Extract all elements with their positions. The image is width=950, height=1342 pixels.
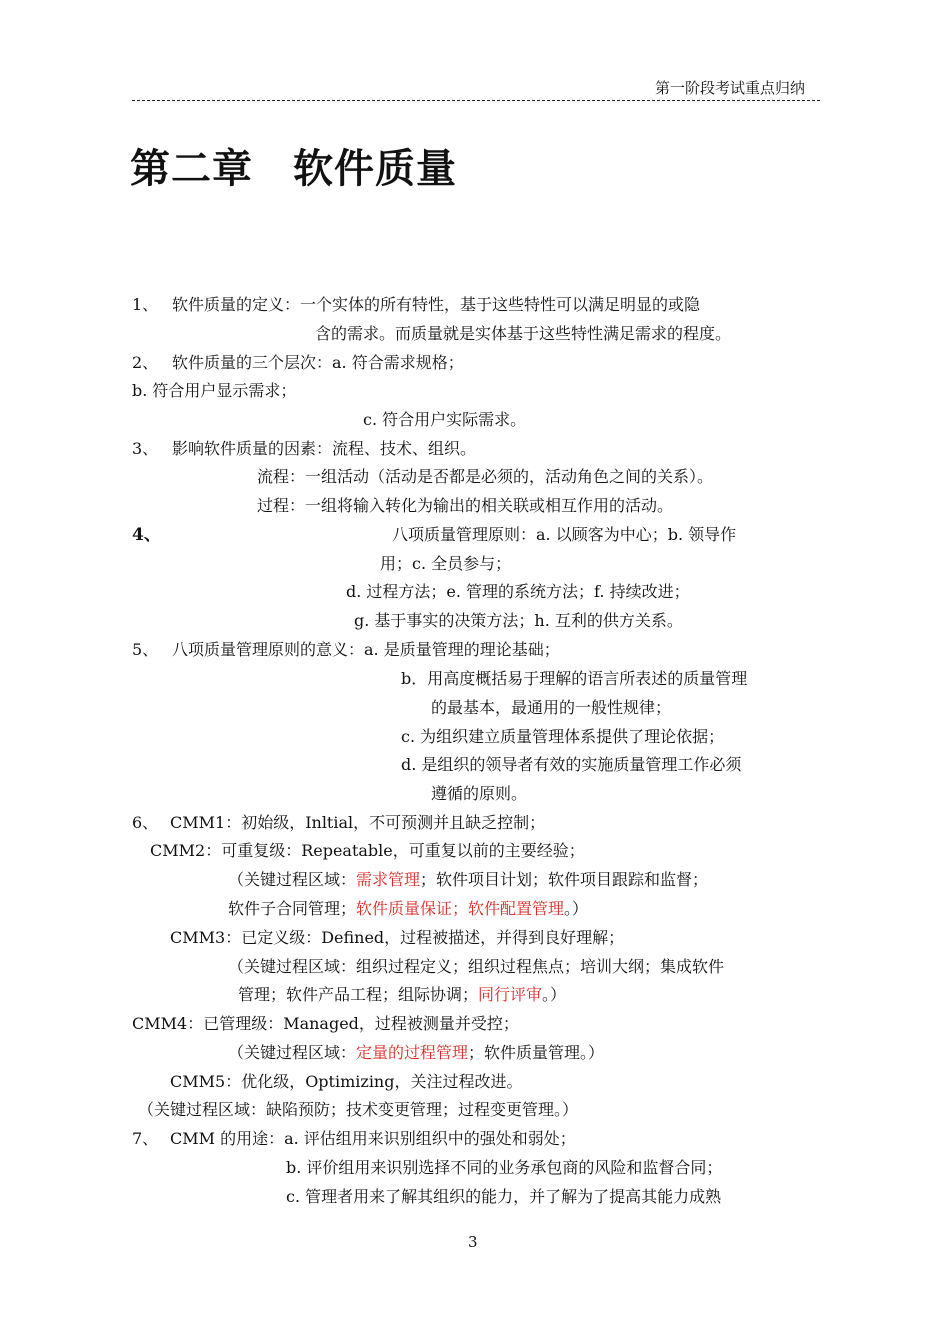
item-1-number: 1、 xyxy=(132,295,159,314)
item-5-number: 5、 xyxy=(132,640,159,659)
item-3-number: 3、 xyxy=(132,439,159,458)
item-6-cmm5: CMM5：优化级，Optimizing，关注过程改进。 xyxy=(170,1072,523,1091)
item-6-cmm3: CMM3：已定义级：Defined，过程被描述，并得到良好理解； xyxy=(170,928,625,947)
item-5-line-2: b．用高度概括易于理解的语言所表述的质量管理 xyxy=(401,669,748,688)
item-6-cmm2-kpa-2: 软件子合同管理；软件质量保证；软件配置管理。） xyxy=(228,899,589,918)
highlight-text: 定量的过程管理 xyxy=(356,1043,469,1062)
item-4-line-3: d. 过程方法；e. 管理的系统方法；f. 持续改进； xyxy=(346,582,690,601)
item-5-line-5: d. 是组织的领导者有效的实施质量管理工作必须 xyxy=(401,755,742,774)
chapter-name: 软件质量 xyxy=(293,146,457,192)
highlight-text: 同行评审 xyxy=(478,985,543,1004)
running-header: 第一阶段考试重点归纳 xyxy=(655,79,806,97)
item-1-line-2: 含的需求。而质量就是实体基于这些特性满足需求的程度。 xyxy=(315,324,732,343)
page-number: 3 xyxy=(468,1233,478,1251)
item-2-line-2: b. 符合用户显示需求； xyxy=(132,381,297,400)
item-6-cmm3-kpa-2: 管理；软件产品工程；组际协调；同行评审。） xyxy=(238,985,567,1004)
item-3-line-1: 3、 影响软件质量的因素：流程、技术、组织。 xyxy=(132,439,477,458)
item-5-line-6: 遵循的原则。 xyxy=(431,784,528,803)
item-5-line-4: c. 为组织建立质量管理体系提供了理论依据； xyxy=(401,727,725,746)
header-rule xyxy=(132,100,820,101)
item-5-line-3: 的最基本，最通用的一般性规律； xyxy=(431,698,672,717)
highlight-text: 软件质量保证；软件配置管理 xyxy=(356,899,565,918)
item-6-cmm4-kpa: （关键过程区域：定量的过程管理；软件质量管理。） xyxy=(228,1043,605,1062)
item-6-cmm3-kpa-1: （关键过程区域：组织过程定义；组织过程焦点；培训大纲；集成软件 xyxy=(228,957,725,976)
item-6-cmm4: CMM4：已管理级：Managed，过程被测量并受控； xyxy=(132,1014,519,1033)
item-6-cmm5-kpa: （关键过程区域：缺陷预防；技术变更管理；过程变更管理。） xyxy=(138,1100,579,1119)
item-7-line-3: c. 管理者用来了解其组织的能力，并了解为了提高其能力成熟 xyxy=(286,1187,722,1206)
item-4-number: 4、 xyxy=(132,525,161,545)
item-7-line-2: b. 评价组用来识别选择不同的业务承包商的风险和监督合同； xyxy=(286,1158,723,1177)
item-6-number: 6、 xyxy=(132,813,159,832)
item-1-line-1: 1、 软件质量的定义：一个实体的所有特性，基于这些特性可以满足明显的或隐 xyxy=(132,295,701,314)
item-4-line-1: 4、 八项质量管理原则：a. 以顾客为中心；b. 领导作 xyxy=(132,525,737,545)
item-6-cmm2-kpa-1: （关键过程区域：需求管理；软件项目计划；软件项目跟踪和监督； xyxy=(228,870,709,889)
item-2-line-1: 2、 软件质量的三个层次：a. 符合需求规格； xyxy=(132,353,464,372)
item-2-line-3: c. 符合用户实际需求。 xyxy=(363,410,527,429)
item-2-number: 2、 xyxy=(132,353,159,372)
item-4-line-2: 用；c. 全员参与； xyxy=(380,554,512,573)
item-3-line-2: 流程：一组活动（活动是否都是必须的，活动角色之间的关系）。 xyxy=(257,467,714,486)
chapter-number: 第二章 xyxy=(130,146,253,192)
chapter-title xyxy=(130,143,457,195)
item-6-cmm1: 6、 CMM1：初始级，Inltial，不可预测并且缺乏控制； xyxy=(132,813,546,832)
item-6-cmm2: CMM2：可重复级：Repeatable，可重复以前的主要经验； xyxy=(150,841,585,860)
item-3-line-3: 过程：一组将输入转化为输出的相关联或相互作用的活动。 xyxy=(257,496,674,515)
item-4-line-4: g. 基于事实的决策方法；h. 互利的供方关系。 xyxy=(354,611,683,630)
item-7-number: 7、 xyxy=(132,1129,159,1148)
highlight-text: 需求管理 xyxy=(356,870,421,889)
item-7-line-1: 7、 CMM 的用途：a. 评估组用来识别组织中的强处和弱处； xyxy=(132,1129,576,1148)
item-5-line-1: 5、 八项质量管理原则的意义：a. 是质量管理的理论基础； xyxy=(132,640,560,659)
